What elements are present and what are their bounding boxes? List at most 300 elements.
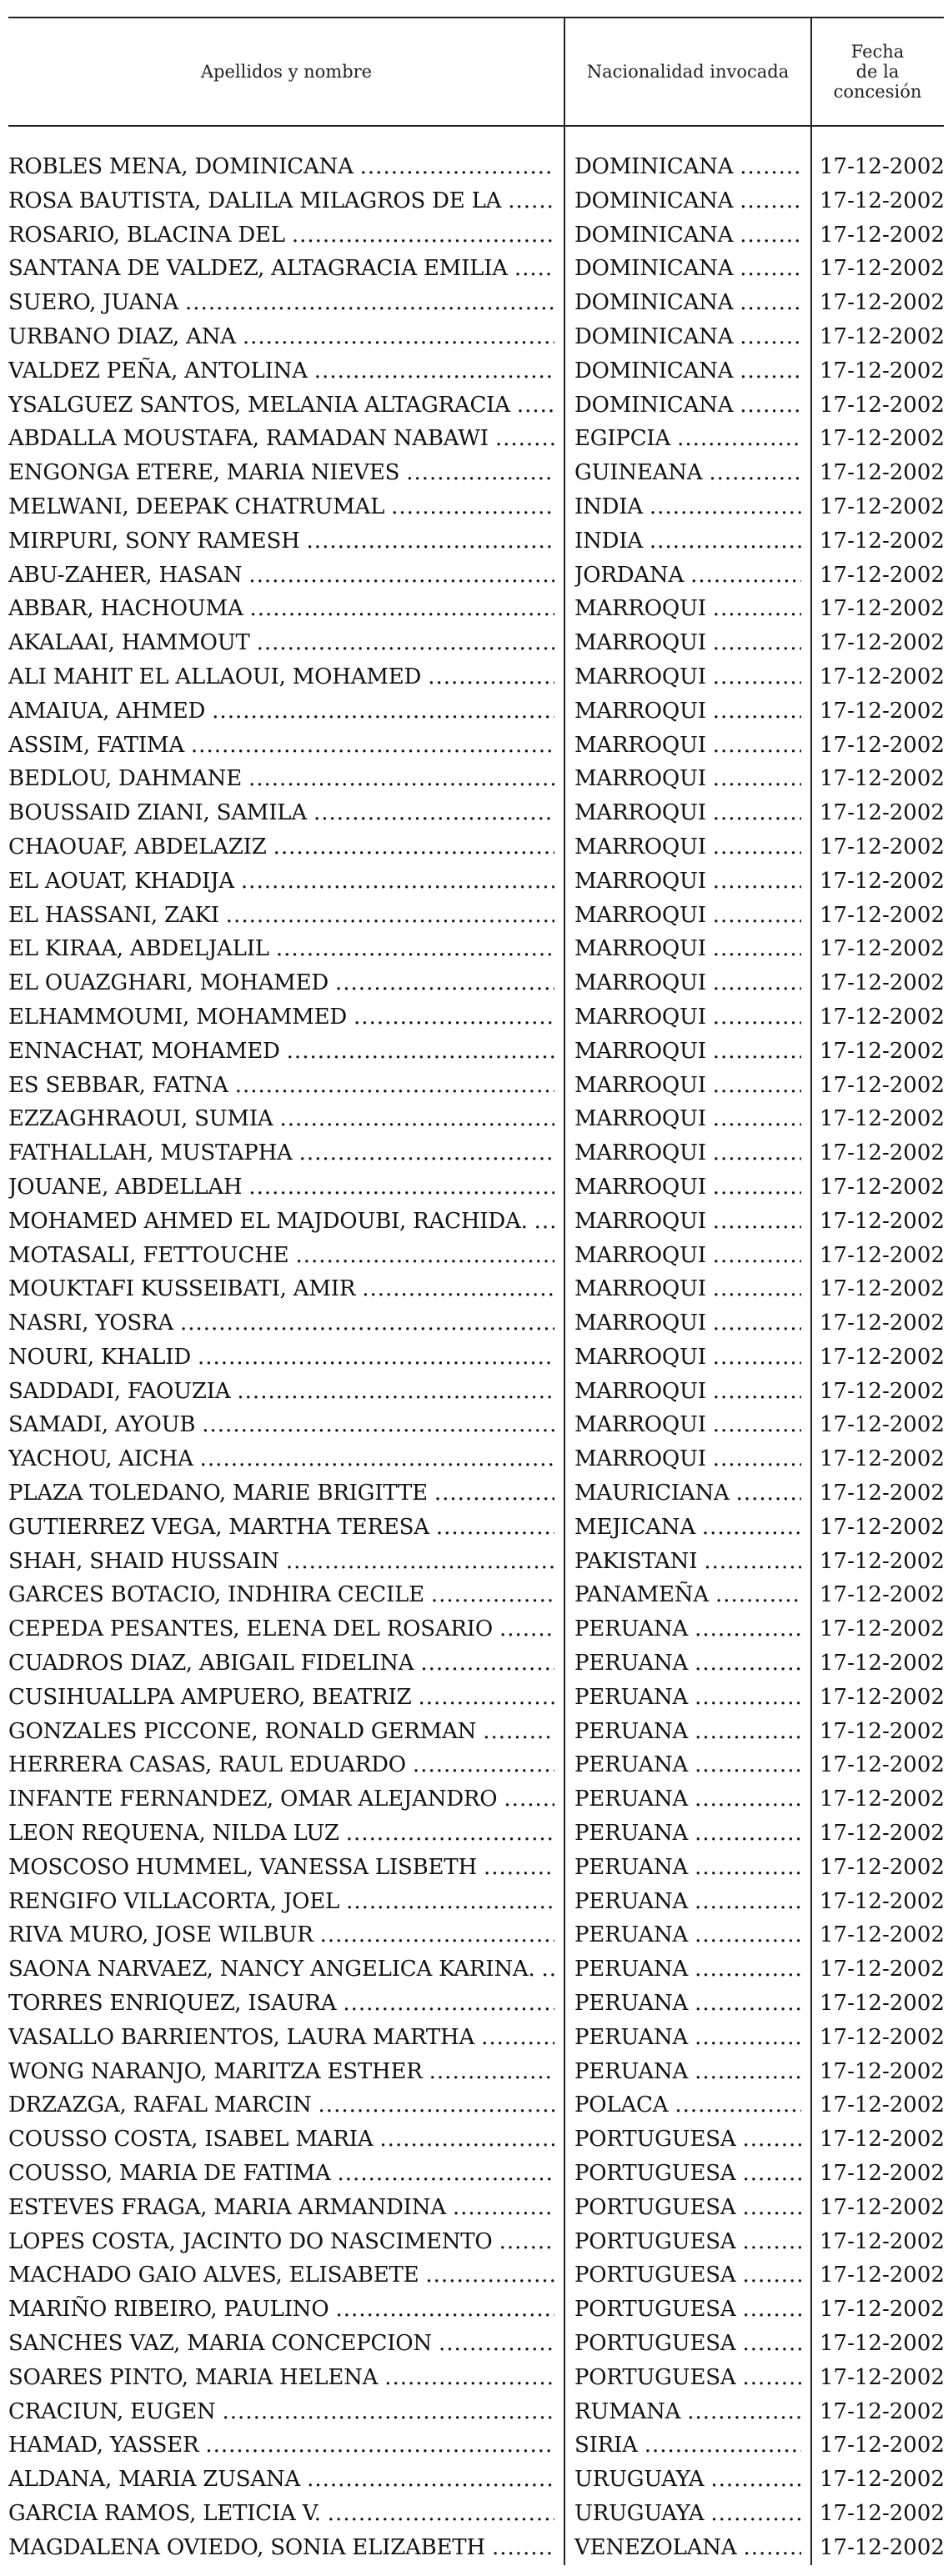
leader-dots	[677, 422, 801, 456]
concession-date: 17-12-2002	[820, 1548, 945, 1574]
leader-dots	[328, 2497, 554, 2531]
person-name: RENGIFO VILLACORTA, JOEL	[8, 1888, 340, 1914]
table-row	[8, 2361, 944, 2395]
leader-dots	[425, 2258, 554, 2293]
nationality-cell	[574, 660, 801, 694]
name-cell	[8, 1646, 554, 1681]
name-cell	[8, 2055, 554, 2089]
nationality: DOMINICANA	[574, 290, 734, 316]
nationality: MARROQUI	[574, 596, 706, 622]
concession-date: 17-12-2002	[820, 2194, 945, 2220]
concession-date: 17-12-2002	[820, 460, 945, 486]
name-cell	[8, 2361, 554, 2395]
name-cell	[8, 559, 554, 593]
nationality: PORTUGUESA	[574, 2331, 736, 2356]
person-name: URBANO DIAZ, ANA	[8, 323, 236, 349]
leader-dots	[713, 932, 801, 966]
header-name: Apellidos y nombre	[200, 62, 373, 82]
table-body	[8, 127, 944, 2565]
table-row	[8, 2463, 944, 2497]
nationality: PORTUGUESA	[574, 2364, 736, 2390]
concession-date: 17-12-2002	[820, 630, 945, 656]
table-row	[8, 2055, 944, 2089]
name-cell	[8, 966, 554, 1000]
name-cell	[8, 2191, 554, 2225]
table-row	[8, 1817, 944, 1851]
nationality-cell	[574, 1748, 801, 1782]
table-row	[8, 626, 944, 660]
leader-dots	[742, 2361, 801, 2395]
nationality-cell	[574, 2021, 801, 2055]
nationality: PORTUGUESA	[574, 2263, 736, 2288]
concession-date: 17-12-2002	[820, 1072, 945, 1098]
leader-dots	[740, 252, 801, 286]
concession-date: 17-12-2002	[820, 154, 945, 179]
concession-date: 17-12-2002	[820, 1718, 945, 1744]
leader-dots	[713, 1000, 801, 1035]
leader-dots	[360, 150, 554, 184]
name-cell	[8, 456, 554, 490]
table-row	[8, 2225, 944, 2259]
name-cell	[8, 1272, 554, 1306]
table-row	[8, 2021, 944, 2055]
nationality: MARROQUI	[574, 1004, 706, 1030]
name-cell	[8, 252, 554, 286]
leader-dots	[287, 1035, 554, 1069]
leader-dots	[200, 1442, 554, 1476]
column-divider	[564, 18, 565, 125]
person-name: ENGONGA ETERE, MARIA NIEVES	[8, 460, 400, 486]
person-name: YSALGUEZ SANTOS, MELANIA ALTAGRACIA	[8, 392, 510, 418]
person-name: MOUKTAFI KUSSEIBATI, AMIR	[8, 1276, 356, 1302]
concession-date: 17-12-2002	[820, 1140, 945, 1166]
name-cell	[8, 899, 554, 933]
nationality-cell	[574, 1239, 801, 1273]
leader-dots	[710, 2497, 801, 2531]
name-cell	[8, 1035, 554, 1069]
leader-dots	[273, 830, 554, 865]
person-name: SHAH, SHAID HUSSAIN	[8, 1548, 279, 1574]
nationality-cell	[574, 830, 801, 865]
concession-date: 17-12-2002	[820, 2297, 945, 2323]
nationality-cell	[574, 1069, 801, 1103]
nationality: MARROQUI	[574, 1106, 706, 1132]
leader-dots	[484, 1851, 554, 1885]
concession-date: 17-12-2002	[820, 1854, 945, 1880]
leader-dots	[483, 1715, 554, 1749]
name-cell	[8, 2225, 554, 2259]
header-date-line1: Fecha	[850, 42, 905, 62]
table-row	[8, 422, 944, 456]
table-row	[8, 1136, 944, 1170]
table-row	[8, 694, 944, 729]
name-cell	[8, 1715, 554, 1749]
leader-dots	[713, 1035, 801, 1069]
leader-dots	[713, 1272, 801, 1306]
person-name: ALI MAHIT EL ALLAOUI, MOHAMED	[8, 664, 422, 689]
concession-date: 17-12-2002	[820, 1038, 945, 1064]
nationality-cell	[574, 1987, 801, 2021]
nationality-cell	[574, 1170, 801, 1205]
leader-dots	[713, 1069, 801, 1103]
table-row	[8, 2157, 944, 2191]
leader-dots	[713, 1170, 801, 1205]
nationality: PANAMEÑA	[574, 1582, 709, 1608]
nationality: PERUANA	[574, 1718, 689, 1744]
leader-dots	[695, 1782, 801, 1817]
table-row	[8, 2088, 944, 2122]
name-cell	[8, 660, 554, 694]
table-row	[8, 932, 944, 966]
leader-dots	[713, 830, 801, 865]
leader-dots	[248, 559, 554, 593]
nationality: MARROQUI	[574, 902, 706, 928]
nationality: MARROQUI	[574, 868, 706, 894]
leader-dots	[695, 1987, 801, 2021]
name-cell	[8, 1748, 554, 1782]
table-row	[8, 150, 944, 184]
leader-dots	[740, 184, 801, 218]
leader-dots	[338, 2157, 554, 2191]
leader-dots	[319, 2088, 554, 2122]
leader-dots	[713, 899, 801, 933]
name-cell	[8, 1681, 554, 1715]
concession-date: 17-12-2002	[820, 290, 945, 316]
table-row	[8, 1205, 944, 1239]
nationality: GUINEANA	[574, 460, 703, 486]
name-cell	[8, 1987, 554, 2021]
person-name: ESTEVES FRAGA, MARIA ARMANDINA	[8, 2194, 446, 2220]
person-name: HAMAD, YASSER	[8, 2433, 199, 2458]
leader-dots	[313, 796, 554, 830]
name-cell	[8, 1408, 554, 1442]
person-name: SUERO, JUANA	[8, 290, 179, 316]
leader-dots	[248, 762, 554, 796]
nationality: MARROQUI	[574, 1412, 706, 1438]
leader-dots	[436, 1511, 554, 1545]
table-row	[8, 1715, 944, 1749]
nationality-cell	[574, 456, 801, 490]
table-row	[8, 1612, 944, 1646]
table-row	[8, 1987, 944, 2021]
name-cell	[8, 1885, 554, 1919]
nationality: DOMINICANA	[574, 392, 734, 418]
leader-dots	[223, 2395, 554, 2429]
nationality-cell	[574, 218, 801, 253]
concession-date: 17-12-2002	[820, 562, 945, 588]
person-name: ABDALLA MOUSTAFA, RAMADAN NABAWI	[8, 426, 489, 452]
leader-dots	[180, 1306, 554, 1341]
nationality-cell	[574, 1918, 801, 1952]
table-row	[8, 729, 944, 763]
concession-date: 17-12-2002	[820, 1821, 945, 1847]
concession-date: 17-12-2002	[820, 2058, 945, 2084]
table-row	[8, 524, 944, 559]
table-row	[8, 899, 944, 933]
table-row	[8, 1306, 944, 1341]
concession-date: 17-12-2002	[820, 766, 945, 792]
person-name: ENNACHAT, MOHAMED	[8, 1038, 280, 1064]
leader-dots	[740, 388, 801, 423]
nationality-cell	[574, 2327, 801, 2361]
name-cell	[8, 1136, 554, 1170]
leader-dots	[434, 1476, 554, 1511]
nationality-cell	[574, 2225, 801, 2259]
leader-dots	[453, 2191, 554, 2225]
nationality-cell	[574, 1885, 801, 1919]
nationality-cell	[574, 1817, 801, 1851]
concession-date: 17-12-2002	[820, 1651, 945, 1676]
table-row	[8, 660, 944, 694]
person-name: ROSARIO, BLACINA DEL	[8, 222, 285, 248]
nationality: PAKISTANI	[574, 1548, 698, 1574]
nationality-cell	[574, 2463, 801, 2497]
person-name: LEON REQUENA, NILDA LUZ	[8, 1821, 339, 1847]
nationality-cell	[574, 1408, 801, 1442]
concession-date: 17-12-2002	[820, 1276, 945, 1302]
nationality-cell	[574, 150, 801, 184]
nationality-cell	[574, 1612, 801, 1646]
leader-dots	[675, 2088, 801, 2122]
nationality: POLACA	[574, 2092, 669, 2118]
concession-date: 17-12-2002	[820, 664, 945, 689]
table-row	[8, 1578, 944, 1612]
person-name: GARCIA RAMOS, LETICIA V.	[8, 2500, 321, 2526]
person-name: ABU-ZAHER, HASAN	[8, 562, 243, 588]
name-cell	[8, 490, 554, 524]
leader-dots	[384, 2361, 554, 2395]
nationality: PERUANA	[574, 1821, 689, 1847]
leader-dots	[429, 2055, 554, 2089]
person-name: SANCHES VAZ, MARIA CONCEPCION	[8, 2331, 432, 2356]
person-name: RIVA MURO, JOSE WILBUR	[8, 1922, 313, 1948]
table-row	[8, 2428, 944, 2463]
person-name: CUSIHUALLPA AMPUERO, BEATRIZ	[8, 1684, 412, 1710]
nationality-cell	[574, 2531, 801, 2565]
concession-date: 17-12-2002	[820, 2433, 945, 2458]
table-row	[8, 1748, 944, 1782]
name-cell	[8, 1476, 554, 1511]
name-cell	[8, 796, 554, 830]
leader-dots	[695, 1817, 801, 1851]
leader-dots	[713, 1306, 801, 1341]
leader-dots	[481, 2021, 554, 2055]
person-name: EZZAGHRAOUI, SUMIA	[8, 1106, 273, 1132]
name-cell	[8, 2463, 554, 2497]
concession-date: 17-12-2002	[820, 596, 945, 622]
table-row	[8, 1681, 944, 1715]
concession-date: 17-12-2002	[820, 528, 945, 554]
name-cell	[8, 762, 554, 796]
concession-date: 17-12-2002	[820, 1582, 945, 1608]
leader-dots	[743, 2531, 801, 2565]
header-date-line2: de la	[855, 62, 900, 82]
concession-table	[8, 17, 944, 2565]
leader-dots	[713, 1341, 801, 1375]
nationality-cell	[574, 1000, 801, 1035]
nationality-cell	[574, 320, 801, 354]
nationality: MARROQUI	[574, 1174, 706, 1200]
concession-date: 17-12-2002	[820, 2534, 945, 2560]
nationality: MAURICIANA	[574, 1481, 730, 1506]
table-row	[8, 2531, 944, 2565]
nationality: MARROQUI	[574, 1311, 706, 1336]
person-name: SADDADI, FAOUZIA	[8, 1378, 231, 1404]
nationality: MARROQUI	[574, 1038, 706, 1064]
nationality-cell	[574, 2428, 801, 2463]
nationality: DOMINICANA	[574, 323, 734, 349]
nationality-cell	[574, 354, 801, 388]
leader-dots	[702, 1511, 801, 1545]
name-cell	[8, 1069, 554, 1103]
nationality: DOMINICANA	[574, 222, 734, 248]
leader-dots	[362, 1272, 554, 1306]
table-header	[8, 17, 944, 127]
name-cell	[8, 1000, 554, 1035]
nationality: MARROQUI	[574, 1446, 706, 1472]
name-cell	[8, 694, 554, 729]
leader-dots	[379, 2122, 554, 2157]
leader-dots	[205, 2428, 554, 2463]
nationality: INDIA	[574, 528, 643, 554]
table-row	[8, 388, 944, 423]
table-row	[8, 490, 944, 524]
leader-dots	[713, 762, 801, 796]
nationality-cell	[574, 2395, 801, 2429]
leader-dots	[695, 2055, 801, 2089]
nationality: JORDANA	[574, 562, 685, 588]
leader-dots	[335, 2293, 554, 2327]
leader-dots	[185, 286, 554, 320]
person-name: NASRI, YOSRA	[8, 1311, 173, 1336]
name-cell	[8, 2395, 554, 2429]
table-row	[8, 796, 944, 830]
leader-dots	[212, 694, 554, 729]
concession-date: 17-12-2002	[820, 1481, 945, 1506]
leader-dots	[413, 1748, 554, 1782]
concession-date: 17-12-2002	[820, 2364, 945, 2390]
nationality: MARROQUI	[574, 1276, 706, 1302]
concession-date: 17-12-2002	[820, 2024, 945, 2050]
concession-date: 17-12-2002	[820, 1378, 945, 1404]
nationality: MARROQUI	[574, 834, 706, 860]
table-row	[8, 1851, 944, 1885]
concession-date: 17-12-2002	[820, 392, 945, 418]
concession-date: 17-12-2002	[820, 970, 945, 996]
name-cell	[8, 2497, 554, 2531]
nationality-cell	[574, 1952, 801, 1987]
leader-dots	[695, 1612, 801, 1646]
name-cell	[8, 422, 554, 456]
nationality-cell	[574, 2361, 801, 2395]
person-name: MELWANI, DEEPAK CHATRUMAL	[8, 494, 385, 519]
table-row	[8, 1341, 944, 1375]
leader-dots	[713, 1205, 801, 1239]
person-name: MOTASALI, FETTOUCHE	[8, 1242, 289, 1268]
person-name: HERRERA CASAS, RAUL EDUARDO	[8, 1752, 406, 1778]
name-cell	[8, 286, 554, 320]
nationality: PERUANA	[574, 1888, 689, 1914]
nationality: MEJICANA	[574, 1514, 695, 1540]
table-row	[8, 1000, 944, 1035]
leader-dots	[420, 1646, 554, 1681]
table-row	[8, 830, 944, 865]
table-row	[8, 1035, 944, 1069]
concession-date: 17-12-2002	[820, 2228, 945, 2254]
leader-dots	[742, 2293, 801, 2327]
name-cell	[8, 1545, 554, 1579]
leader-dots	[391, 490, 554, 524]
leader-dots	[713, 1102, 801, 1136]
concession-date: 17-12-2002	[820, 2127, 945, 2153]
nationality-cell	[574, 1782, 801, 1817]
person-name: AMAIUA, AHMED	[8, 698, 206, 724]
leader-dots	[740, 320, 801, 354]
concession-date: 17-12-2002	[820, 1412, 945, 1438]
leader-dots	[713, 729, 801, 763]
table-row	[8, 966, 944, 1000]
leader-dots	[695, 1885, 801, 1919]
leader-dots	[710, 2463, 801, 2497]
leader-dots	[286, 1545, 554, 1579]
person-name: VALDEZ PEÑA, ANTOLINA	[8, 358, 308, 383]
nationality: PERUANA	[574, 1957, 689, 1982]
leader-dots	[695, 1918, 801, 1952]
concession-date: 17-12-2002	[820, 222, 945, 248]
table-row	[8, 865, 944, 899]
table-row	[8, 1239, 944, 1273]
person-name: AKALAAI, HAMMOUT	[8, 630, 250, 656]
nationality: MARROQUI	[574, 1072, 706, 1098]
leader-dots	[431, 1578, 554, 1612]
table-row	[8, 1952, 944, 1987]
leader-dots	[695, 1748, 801, 1782]
nationality: MARROQUI	[574, 1140, 706, 1166]
name-cell	[8, 729, 554, 763]
leader-dots	[314, 354, 554, 388]
concession-date: 17-12-2002	[820, 1957, 945, 1982]
nationality: MARROQUI	[574, 766, 706, 792]
nationality: PERUANA	[574, 1787, 689, 1812]
person-name: MOHAMED AHMED EL MAJDOUBI, RACHIDA.	[8, 1208, 528, 1234]
concession-date: 17-12-2002	[820, 698, 945, 724]
person-name: YACHOU, AICHA	[8, 1446, 193, 1472]
nationality: MARROQUI	[574, 936, 706, 962]
nationality-cell	[574, 932, 801, 966]
nationality-cell	[574, 1375, 801, 1409]
nationality: PERUANA	[574, 2058, 689, 2084]
person-name: BOUSSAID ZIANI, SAMILA	[8, 800, 307, 826]
table-row	[8, 1375, 944, 1409]
leader-dots	[276, 932, 554, 966]
person-name: ASSIM, FATIMA	[8, 732, 184, 758]
person-name: GONZALES PICCONE, RONALD GERMAN	[8, 1718, 477, 1744]
nationality-cell	[574, 1102, 801, 1136]
leader-dots	[307, 524, 554, 559]
leader-dots	[695, 1715, 801, 1749]
nationality-cell	[574, 524, 801, 559]
concession-date: 17-12-2002	[820, 2467, 945, 2493]
nationality-cell	[574, 796, 801, 830]
leader-dots	[742, 2327, 801, 2361]
leader-dots	[695, 1851, 801, 1885]
table-row	[8, 218, 944, 253]
leader-dots	[742, 2122, 801, 2157]
person-name: SAONA NARVAEZ, NANCY ANGELICA KARINA.	[8, 1957, 535, 1982]
name-cell	[8, 2293, 554, 2327]
table-row	[8, 2191, 944, 2225]
nationality: PERUANA	[574, 1752, 689, 1778]
